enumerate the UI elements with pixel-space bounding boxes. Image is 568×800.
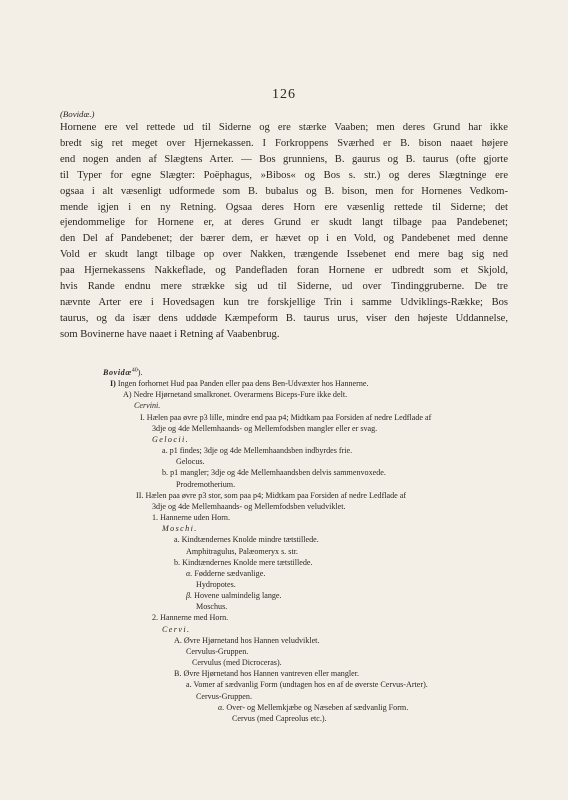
outline-item-ga: a. p1 findes; 3dje og 4de Mellemhaandsben indbyrdes frie.: [162, 446, 353, 456]
group-cervini: Cervini.: [134, 401, 161, 411]
genus-moschus: Moschus.: [196, 602, 228, 612]
section-label: (Bovidæ.): [60, 109, 95, 119]
outline-item-Ba: a. Vomer af sædvanlig Form (undtagen hos en af de øverste Cervus-Arter).: [186, 680, 428, 690]
paragraph-line: end nogen anden af Slægtens Arter. — Bos grunniens, B. gaurus og B. taurus (ofte gjorte: [60, 153, 508, 165]
outline-item-mb: b. Kindtændernes Knolde mere tætstillede.: [174, 557, 313, 567]
genus-prodremotherium: Prodremotherium.: [176, 479, 236, 489]
paragraph-line: som Bovinerne have naaet i Retning af Vaabenbrug.: [60, 328, 280, 340]
genus-cervus: Cervus (med Capreolus etc.).: [232, 713, 327, 723]
paragraph-line: til Typer for egne Slægter: Poëphagus, »Bibos« og Bos s. str.) og deres Slægtninge ere: [60, 169, 508, 181]
paragraph-line: nævnte Arter ere i Hovedsagen kun tre forskjellige Trin i samme Udviklings-Række; Bos: [60, 296, 508, 308]
genus-cervulus: Cervulus (med Dicroceras).: [192, 658, 282, 668]
outline-item-beta: β. Hovene ualmindelig lange.: [186, 591, 282, 601]
paragraph-line: Hornene ere vel rettede ud til Siderne og ere stærke Vaaben; men deres Grund har ikke: [60, 122, 508, 133]
outline-item-c1: I. Hælen paa øvre p3 lille, mindre end paa p4; Midtkam paa Forsiden af nedre Ledflade af: [140, 412, 432, 422]
outline-item-gb: b. p1 mangler; 3dje og 4de Mellemhaandsben delvis sammenvoxede.: [162, 468, 386, 478]
outline-item-I: I) Ingen forhornet Hud paa Panden eller paa dens Ben-Udvæxter hos Hannerne.: [110, 379, 369, 389]
paragraph: [60, 120, 508, 343]
paragraph-line: Vold er skudt langt tilbage op over Nakken, trængende Issebenet end mere bag sig ned: [60, 249, 508, 261]
body-text: [60, 108, 508, 343]
paragraph-line: ogsaa i alt væsenligt udformede som B. bubalus og B. bison, men for Hornenes Vedkom-: [60, 185, 508, 197]
outline-item-cB: B. Øvre Hjørnetand hos Hannen vantreven eller mangler.: [174, 669, 359, 679]
outline-title: Bovidæ$^{40}$).: [103, 367, 143, 377]
paragraph-line: paa Hjernekassens Nakkeflade, og Pandefladen foran Hornene er udbredt som et Skjold,: [60, 265, 508, 277]
group-gelocii: Gelocii.: [152, 434, 190, 444]
group-cervus: Cervus-Gruppen.: [196, 691, 252, 701]
outline-item-c2: II. Hælen paa øvre p3 stor, som paa p4; Midtkam paa Forsiden af nedre Ledflade af: [136, 490, 407, 500]
outline-item-c2-cont: 3dje og 4de Mellemhaands- og Mellemfodsben veludviklet.: [152, 501, 346, 511]
page-number: 126: [272, 87, 296, 102]
classification-outline: [0, 367, 568, 724]
outline-item-cA: A. Øvre Hjørnetand hos Hannen veludviklet.: [174, 635, 320, 645]
outline-item-alpha: α. Fødderne sædvanlige.: [186, 568, 266, 578]
genus-hydropotes: Hydropotes.: [196, 579, 236, 589]
outline-item-ma: a. Kindtændernes Knolde mindre tætstillede.: [174, 535, 319, 545]
group-cervi: Cervi.: [162, 624, 191, 634]
paragraph-line: ejendommelige for Hornene er, at deres Grund er skudt langt tilbage paa Pandebenet;: [60, 217, 508, 229]
genus-gelocus: Gelocus.: [176, 457, 205, 467]
paragraph-line: den Del af Pandebenet; der bærer dem, er hævet op i en Vold, og Pandebenet med denne: [60, 233, 508, 245]
outline-item-A: A) Nedre Hjørnetand smalkronet. Overarmens Biceps-Fure ikke delt.: [123, 390, 348, 400]
genus-amphitragulus: Amphitragulus, Palæomeryx s. str.: [186, 546, 298, 556]
outline-item-c1-cont: 3dje og 4de Mellemhaands- og Mellemfodsben mangler eller er svag.: [152, 423, 378, 433]
outline-item-Baa: α. Over- og Mellemkjæbe og Næseben af sædvanlig Form.: [218, 702, 409, 712]
paragraph-line: taurus, og da især dens uddøde Kæmpeform B. taurus urus, viser den højeste Uddannelse,: [60, 312, 508, 324]
paragraph-line: hvis Rande endnu mere strække sig ud til Siderne, ud over Tindinggruberne. De tre: [60, 281, 508, 293]
paragraph-line: mende igjen i en ny Retning. Ogsaa deres Horn ere væsenlig rettede til Siderne; det: [60, 201, 508, 213]
paragraph-line: bredt sig ret meget over Hjernekassen. I Forkroppens Sværhed er B. bison naaet højere: [60, 137, 508, 149]
outline-item-h2: 2. Hannerne med Horn.: [152, 613, 229, 623]
outline-item-h1: 1. Hannerne uden Horn.: [152, 513, 231, 523]
group-cervulus: Cervulus-Gruppen.: [186, 646, 249, 656]
group-moschi: Moschi.: [162, 524, 198, 534]
